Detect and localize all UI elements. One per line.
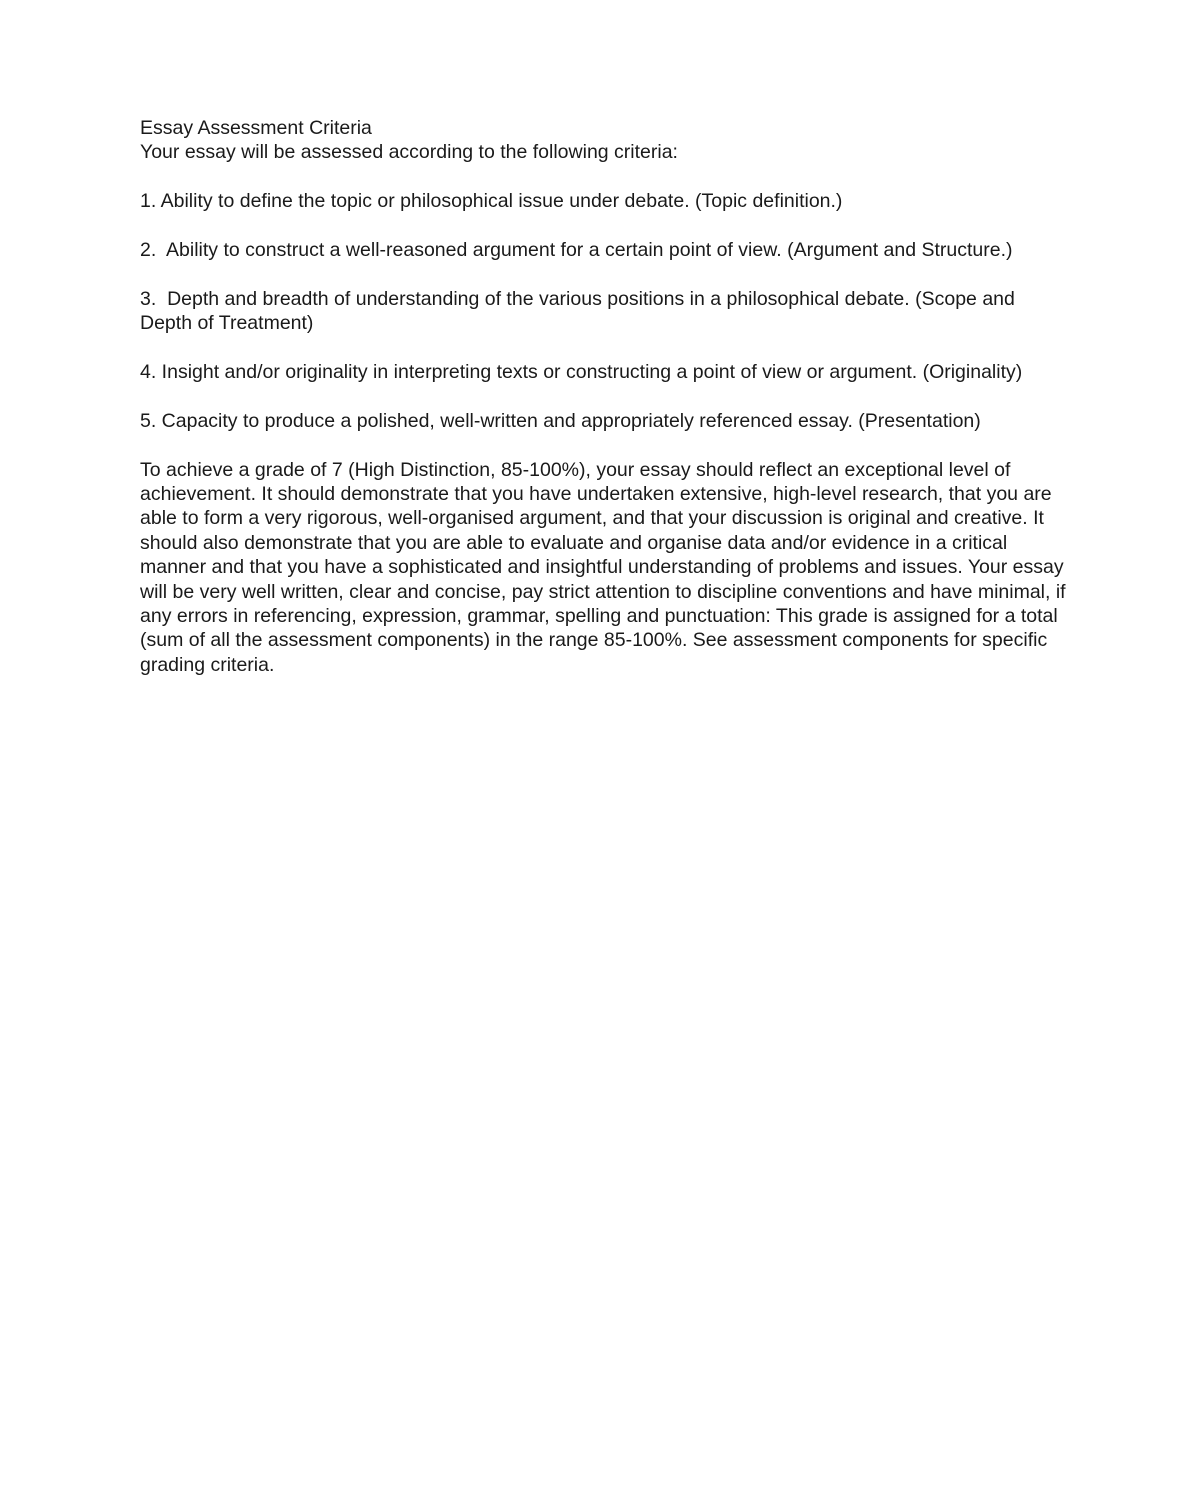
spacer (140, 384, 1070, 408)
intro-text: Your essay will be assessed according to the following criteria: (140, 141, 678, 164)
criterion-2: 2. Ability to construct a well-reasoned argument for a certain point of view. (Argument and Structure.) (140, 239, 1013, 261)
criterion-1: 1. Ability to define the topic or philosophical issue under debate. (Topic definition.) (140, 190, 843, 213)
spacer (140, 165, 1070, 189)
spacer (140, 433, 1070, 457)
spacer (140, 336, 1070, 360)
spacer (140, 262, 1070, 286)
criterion-3: 3. Depth and breadth of understanding of the various positions in a philosophical debate. (Scope and Depth of Treatment) (140, 287, 1021, 335)
criterion-4: 4. Insight and/or originality in interpreting texts or constructing a point of view or argument. (Originality) (140, 361, 1023, 383)
document-body (140, 116, 1070, 677)
document-title: Essay Assessment Criteria (140, 117, 372, 139)
spacer (140, 214, 1070, 238)
criterion-5: 5. Capacity to produce a polished, well-written and appropriately referenced essay. (Presentation) (140, 409, 981, 432)
grade-description: To achieve a grade of 7 (High Distinction, 85-100%), your essay should reflect an exceptional level of achievement. It should demonstrate that you have undertaken extensive, high-level research, that you are able to form a very rigorous, well-organised argument, and that your discussion is original and creative. It should also demonstrate that you are able to evaluate and organise data and/or evidence in a critical manner and that you have a sophisticated and insightful understanding of problems and issues. Your essay will be very well written, clear and concise, pay strict attention to discipline conventions and have minimal, if any errors in referencing, expression, grammar, spelling and punctuation: This grade is assigned for a total (sum of all the assessment components) in the range 85-100%. See assessment components for specific grading criteria. (140, 458, 1072, 676)
